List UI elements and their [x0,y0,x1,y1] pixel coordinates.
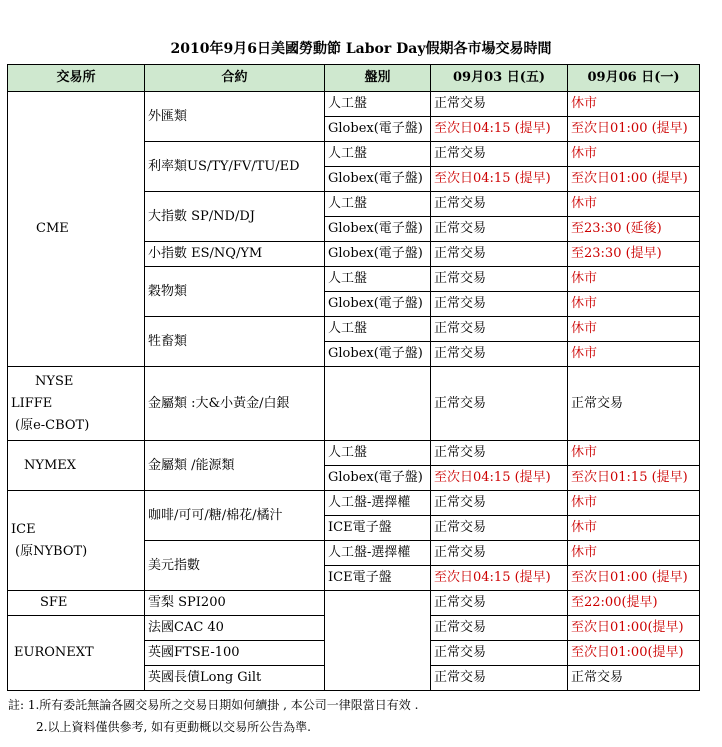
session-type-cell: 人工盤-選擇權 [325,541,431,566]
friday-cell: 正常交易 [431,491,568,516]
friday-cell: 正常交易 [431,666,568,691]
friday-cell: 正常交易 [431,516,568,541]
contract-cell: 大指數 SP/ND/DJ [145,192,325,242]
friday-cell: 正常交易 [431,267,568,292]
contract-cell: 小指數 ES/NQ/YM [145,242,325,267]
contract-cell: 牲畜類 [145,317,325,367]
monday-cell: 正常交易 [568,666,700,691]
session-type-cell: 人工盤 [325,267,431,292]
friday-cell: 正常交易 [431,541,568,566]
monday-cell: 休市 [568,192,700,217]
session-type-cell: 人工盤 [325,441,431,466]
exchange-ice [8,491,145,591]
contract-cell: 英國FTSE-100 [145,641,325,666]
footnote-1: 註: 1.所有委託無論各國交易所之交易日期如何續掛 , 本公司一律限當日有效 . [8,698,419,712]
contract-cell: 金屬類 /能源類 [145,441,325,491]
session-type-cell: ICE電子盤 [325,516,431,541]
page-title: 2010年9月6日美國勞動節 Labor Day假期各市場交易時間 [170,41,552,57]
monday-cell: 至23:30 (提早) [568,242,700,267]
friday-cell: 至次日04:15 (提早) [431,117,568,142]
monday-cell: 至次日01:00 (提早) [568,117,700,142]
friday-cell: 正常交易 [431,242,568,267]
friday-cell: 正常交易 [431,367,568,441]
monday-cell: 休市 [568,491,700,516]
contract-cell: 咖啡/可可/糖/棉花/橘汁 [145,491,325,541]
session-type-cell: Globex(電子盤) [325,466,431,491]
footnotes [8,694,418,738]
table-row [8,92,700,117]
contract-cell: 利率類US/TY/FV/TU/ED [145,142,325,192]
trading-hours-table [7,64,700,691]
session-type-cell: ICE電子盤 [325,566,431,591]
friday-cell: 正常交易 [431,342,568,367]
contract-cell: 英國長債Long Gilt [145,666,325,691]
friday-cell: 正常交易 [431,92,568,117]
exchange-line: NYSE [35,373,74,389]
monday-cell: 休市 [568,317,700,342]
exchange-sfe: SFE [8,591,145,616]
monday-cell: 至次日01:15 (提早) [568,466,700,491]
friday-cell: 正常交易 [431,441,568,466]
friday-cell: 正常交易 [431,616,568,641]
header-friday: 09月03 日(五) [431,65,568,92]
monday-cell: 至次日01:00(提早) [568,616,700,641]
friday-cell: 正常交易 [431,317,568,342]
monday-cell: 休市 [568,516,700,541]
monday-cell: 休市 [568,267,700,292]
exchange-line: LIFFE [11,395,53,411]
session-type-cell [325,591,431,691]
header-row [8,65,700,92]
monday-cell: 至次日01:00 (提早) [568,167,700,192]
session-type-cell: Globex(電子盤) [325,167,431,192]
monday-cell: 休市 [568,292,700,317]
contract-cell: 外匯類 [145,92,325,142]
friday-cell: 至次日04:15 (提早) [431,167,568,192]
exchange-euronext: EURONEXT [8,616,145,691]
header-session-type: 盤別 [325,65,431,92]
header-monday: 09月06 日(一) [568,65,700,92]
monday-cell: 至22:00(提早) [568,591,700,616]
friday-cell: 至次日04:15 (提早) [431,566,568,591]
session-type-cell: Globex(電子盤) [325,117,431,142]
session-type-cell: Globex(電子盤) [325,342,431,367]
contract-cell: 法國CAC 40 [145,616,325,641]
monday-cell: 休市 [568,441,700,466]
monday-cell: 正常交易 [568,367,700,441]
header-exchange: 交易所 [8,65,145,92]
contract-cell: 穀物類 [145,267,325,317]
exchange-nymex: NYMEX [8,441,145,491]
exchange-nyse-liffe [8,367,145,441]
footnote-2: 2.以上資料僅供參考, 如有更動概以交易所公告為準. [36,720,311,734]
monday-cell: 休市 [568,142,700,167]
header-contract: 合約 [145,65,325,92]
monday-cell: 休市 [568,342,700,367]
monday-cell: 至次日01:00 (提早) [568,566,700,591]
monday-cell: 休市 [568,92,700,117]
session-type-cell: 人工盤-選擇權 [325,491,431,516]
contract-cell: 美元指數 [145,541,325,591]
session-type-cell: Globex(電子盤) [325,217,431,242]
monday-cell: 至次日01:00(提早) [568,641,700,666]
exchange-line: (原NYBOT) [15,543,88,559]
session-type-cell: 人工盤 [325,192,431,217]
friday-cell: 至次日04:15 (提早) [431,466,568,491]
session-type-cell: Globex(電子盤) [325,292,431,317]
contract-cell: 雪梨 SPI200 [145,591,325,616]
session-type-cell: 人工盤 [325,92,431,117]
session-type-cell: Globex(電子盤) [325,242,431,267]
friday-cell: 正常交易 [431,641,568,666]
friday-cell: 正常交易 [431,591,568,616]
exchange-line: (原e-CBOT) [15,417,90,433]
session-type-cell [325,367,431,441]
monday-cell: 至23:30 (延後) [568,217,700,242]
friday-cell: 正常交易 [431,142,568,167]
friday-cell: 正常交易 [431,192,568,217]
session-type-cell: 人工盤 [325,142,431,167]
friday-cell: 正常交易 [431,292,568,317]
table-row [8,367,700,441]
table-row [8,441,700,466]
table-row [8,591,700,616]
session-type-cell: 人工盤 [325,317,431,342]
monday-cell: 休市 [568,541,700,566]
friday-cell: 正常交易 [431,217,568,242]
table-row [8,491,700,516]
exchange-line: ICE [11,521,36,537]
exchange-cme: CME [8,92,145,367]
contract-cell: 金屬類 :大&小黃金/白銀 [145,367,325,441]
